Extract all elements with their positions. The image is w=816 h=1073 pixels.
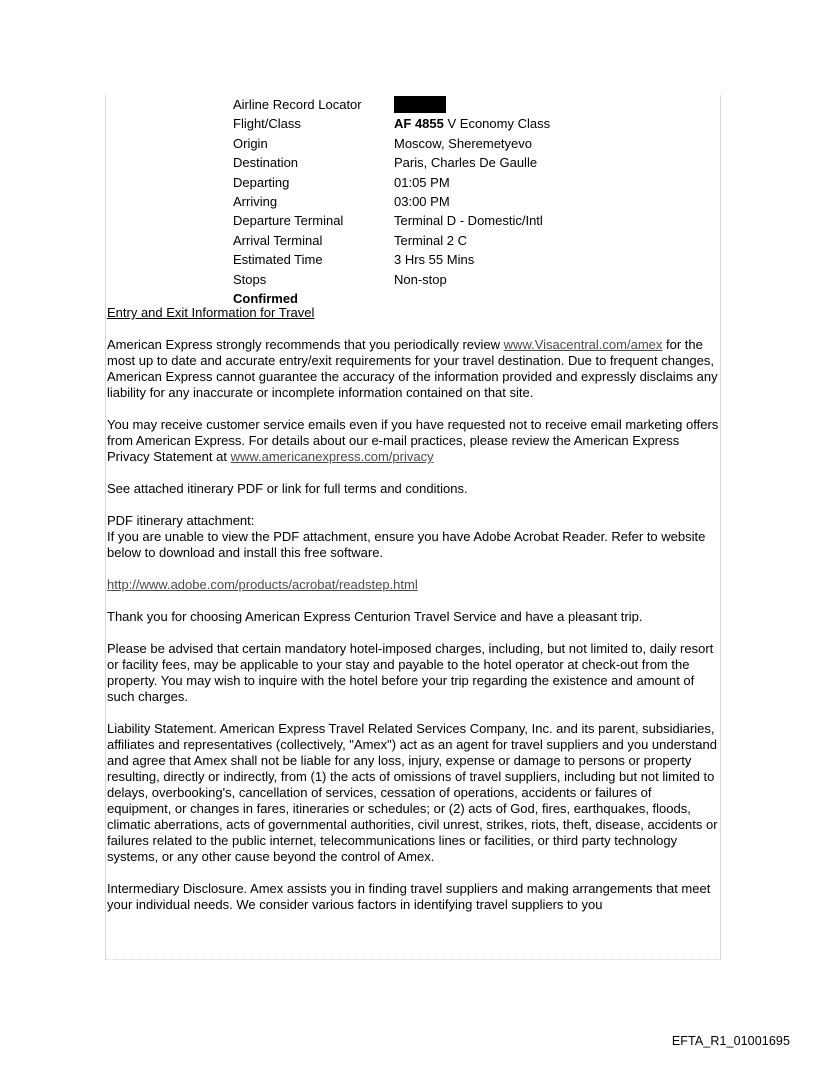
document-id: EFTA_R1_01001695 [671, 1034, 790, 1048]
origin-label: Origin [233, 135, 268, 151]
departing-label: Departing [233, 174, 290, 190]
record-locator-value [394, 95, 446, 114]
arrival-terminal-value: Terminal 2 C [394, 232, 467, 248]
pdf-instructions: If you are unable to view the PDF attachment, ensure you have Adobe Acrobat Reader. Refer to website below to download and install this free software. [107, 529, 706, 560]
estimated-time-label: Estimated Time [233, 252, 323, 268]
privacy-link[interactable]: www.americanexpress.com/privacy [230, 449, 434, 464]
visa-text-end: for the most up to date and accurate entry/exit requirements for your travel destination. Due to frequent changes, American Express cannot guarantee the accuracy of the information provided and expressly disclaims any liability for any inaccurate or incomplete information contained on that site. [107, 337, 718, 400]
stops-label: Stops [233, 271, 267, 287]
arriving-value: 03:00 PM [394, 193, 450, 209]
adobe-link-paragraph [107, 577, 719, 593]
departure-terminal-value: Terminal D - Domestic/Intl [394, 213, 543, 229]
destination-label: Destination [233, 155, 299, 171]
pdf-paragraph [107, 513, 719, 561]
flight-class-value [394, 114, 550, 133]
departure-terminal-label: Departure Terminal [233, 213, 344, 229]
thank-you-paragraph: Thank you for choosing American Express Centurion Travel Service and have a pleasant trip. [107, 609, 643, 624]
record-locator-label: Airline Record Locator [233, 97, 362, 112]
privacy-text: You may receive customer service emails even if you have requested not to receive email marketing offers from American Express. For details about our e-mail practices, please review the American Express Privacy Statement at [107, 417, 719, 464]
terms-paragraph: See attached itinerary PDF or link for full terms and conditions. [107, 481, 468, 496]
travel-info-content [107, 305, 719, 929]
destination-value: Paris, Charles De Gaulle [394, 155, 538, 171]
arriving-label: Arriving [233, 193, 278, 209]
hotel-charges-paragraph: Please be advised that certain mandatory hotel-imposed charges, including, but not limited to, daily resort or facility fees, may be applicable to your stay and payable to the hotel operator at check-out from the property. You may wish to inquire with the hotel before your trip regarding the existence and amount of such charges. [107, 641, 714, 704]
booking-status: Confirmed [233, 290, 298, 306]
estimated-time-value: 3 Hrs 55 Mins [394, 252, 475, 268]
liability-paragraph: Liability Statement. American Express Travel Related Services Company, Inc. and its parent, subsidiaries, affiliates and representatives (collectively, "Amex") act as an agent for travel suppliers and you understand and agree that Amex shall not be liable for any loss, injury, expense or damage to persons or property resulting, directly or indirectly, from (1) the acts of omissions of travel suppliers, including but not limited to delays, overbooking's, cancellation of services, cessation of operations, accidents or failures of equipment, or changes in fares, itineraries or schedules; or (2) acts of God, fires, earthquakes, floods, climatic aberrations, acts of governmental authorities, civil unrest, strikes, riots, theft, disease, accidents or failures related to the public internet, telecommunications lines or facilities, or third party technology systems, or any other cause beyond the control of Amex. [107, 721, 718, 864]
intermediary-paragraph: Intermediary Disclosure. Amex assists you in finding travel suppliers and making arrangements that meet your individual needs. We consider various factors in identifying travel suppliers to you [107, 881, 711, 912]
privacy-paragraph [107, 417, 719, 465]
visacentral-link[interactable]: www.Visacentral.com/amex [503, 337, 663, 352]
flight-class-label: Flight/Class [233, 116, 301, 132]
flight-code: AF 4855 [394, 116, 444, 132]
entry-exit-heading: Entry and Exit Information for Travel [107, 305, 315, 320]
arrival-terminal-label: Arrival Terminal [233, 232, 323, 248]
flight-class: V Economy Class [447, 116, 551, 132]
visa-text-start: American Express strongly recommends that you periodically review [107, 337, 504, 352]
redaction-box [394, 96, 446, 113]
stops-value: Non-stop [394, 271, 447, 287]
departing-value: 01:05 PM [394, 174, 450, 190]
visa-paragraph [107, 337, 719, 401]
pdf-heading: PDF itinerary attachment: [107, 513, 255, 528]
adobe-link[interactable]: http://www.adobe.com/products/acrobat/readstep.html [107, 577, 418, 592]
origin-value: Moscow, Sheremetyevo [394, 135, 533, 151]
